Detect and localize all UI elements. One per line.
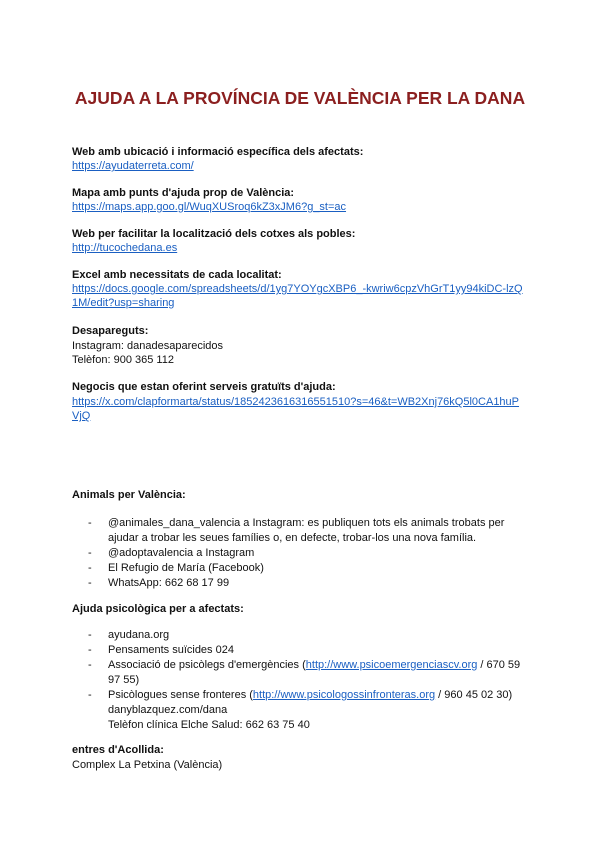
link-tucochedana[interactable]: http://tucochedana.es	[72, 242, 178, 254]
list-item	[72, 546, 532, 561]
page-title: AJUDA A LA PROVÍNCIA DE VALÈNCIA PER LA DANA	[74, 88, 526, 108]
psico-elche-salud: Telèfon clínica Elche Salud: 662 63 75 40	[108, 719, 310, 731]
list-item	[72, 643, 532, 658]
link-x-status-cont[interactable]: VjQ	[72, 410, 91, 422]
dash-bullet: -	[88, 562, 92, 574]
psico-fronteres-text: Psicòlogues sense fronteres (	[108, 689, 253, 701]
heading-desapareguts: Desapareguts:	[72, 325, 149, 337]
link-x-status[interactable]: https://x.com/clapformarta/status/1852423616316551510?s=46&t=WB2Xnj76kQ5l0CA1huP	[72, 396, 520, 408]
list-item	[72, 576, 532, 591]
heading-ubicacio: Web amb ubicació i informació específica dels afectats:	[72, 146, 364, 158]
dash-bullet: -	[88, 547, 92, 559]
heading-negocis: Negocis que estan oferint serveis gratuïts d'ajuda:	[72, 381, 336, 393]
psico-associacio-text: Associació de psicòlegs d'emergències (	[108, 659, 306, 671]
psico-item-024: Pensaments suïcides 024	[108, 644, 234, 656]
animals-item-3: El Refugio de María (Facebook)	[108, 562, 264, 574]
animals-item-4: WhatsApp: 662 68 17 99	[108, 577, 230, 589]
dash-bullet: -	[88, 689, 92, 701]
desapareguts-telefon: Telèfon: 900 365 112	[72, 354, 174, 366]
dash-bullet: -	[88, 644, 92, 656]
dash-bullet: -	[88, 629, 92, 641]
link-ayudaterreta[interactable]: https://ayudaterreta.com/	[72, 160, 194, 172]
animals-item-1-line2: ajudar a trobar les seues famílies o, en defecte, trobar-los una nova família.	[108, 532, 477, 544]
psicologica-list	[72, 628, 532, 733]
desapareguts-instagram: Instagram: danadesaparecidos	[72, 340, 224, 352]
link-maps[interactable]: https://maps.app.goo.gl/WuqXUSroq6kZ3xJM6?g_st=ac	[72, 201, 347, 213]
acollida-petxina: Complex La Petxina (València)	[72, 759, 223, 771]
psico-item-fronteres	[108, 688, 532, 703]
heading-excel: Excel amb necessitats de cada localitat:	[72, 269, 282, 281]
heading-acollida: entres d'Acollida:	[72, 744, 164, 756]
link-spreadsheet-cont[interactable]: 1M/edit?usp=sharing	[72, 297, 175, 309]
animals-item-1-line1: @animales_dana_valencia a Instagram: es publiquen tots els animals trobats per	[108, 517, 505, 529]
psico-item-associacio	[108, 658, 532, 673]
psico-fronteres-phone: / 960 45 02 30)	[435, 689, 513, 701]
psico-danyblazquez: danyblazquez.com/dana	[108, 704, 228, 716]
dash-bullet: -	[88, 517, 92, 529]
psico-associacio-phone-cont: 97 55)	[108, 674, 140, 686]
animals-item-2: @adoptavalencia a Instagram	[108, 547, 255, 559]
list-item	[72, 658, 532, 688]
heading-mapa: Mapa amb punts d'ajuda prop de València:	[72, 187, 295, 199]
link-spreadsheet[interactable]: https://docs.google.com/spreadsheets/d/1yg7YOYgcXBP6_-kwriw6cpzVhGrT1yy94kiDC-lzQ	[72, 283, 523, 295]
dash-bullet: -	[88, 577, 92, 589]
list-item	[72, 561, 532, 576]
link-psicologossinfronteras[interactable]: http://www.psicologossinfronteras.org	[252, 689, 436, 701]
list-item	[72, 688, 532, 733]
link-psicoemergencias[interactable]: http://www.psicoemergenciascv.org	[305, 659, 478, 671]
list-item	[72, 628, 532, 643]
psico-item-ayudana: ayudana.org	[108, 629, 170, 641]
animals-list	[72, 516, 532, 591]
list-item	[72, 516, 532, 546]
heading-cotxes: Web per facilitar la localització dels cotxes als pobles:	[72, 228, 356, 240]
psico-associacio-phone: / 670 59	[477, 659, 521, 671]
dash-bullet: -	[88, 659, 92, 671]
heading-psicologica: Ajuda psicològica per a afectats:	[72, 603, 244, 615]
heading-animals: Animals per València:	[72, 489, 186, 501]
